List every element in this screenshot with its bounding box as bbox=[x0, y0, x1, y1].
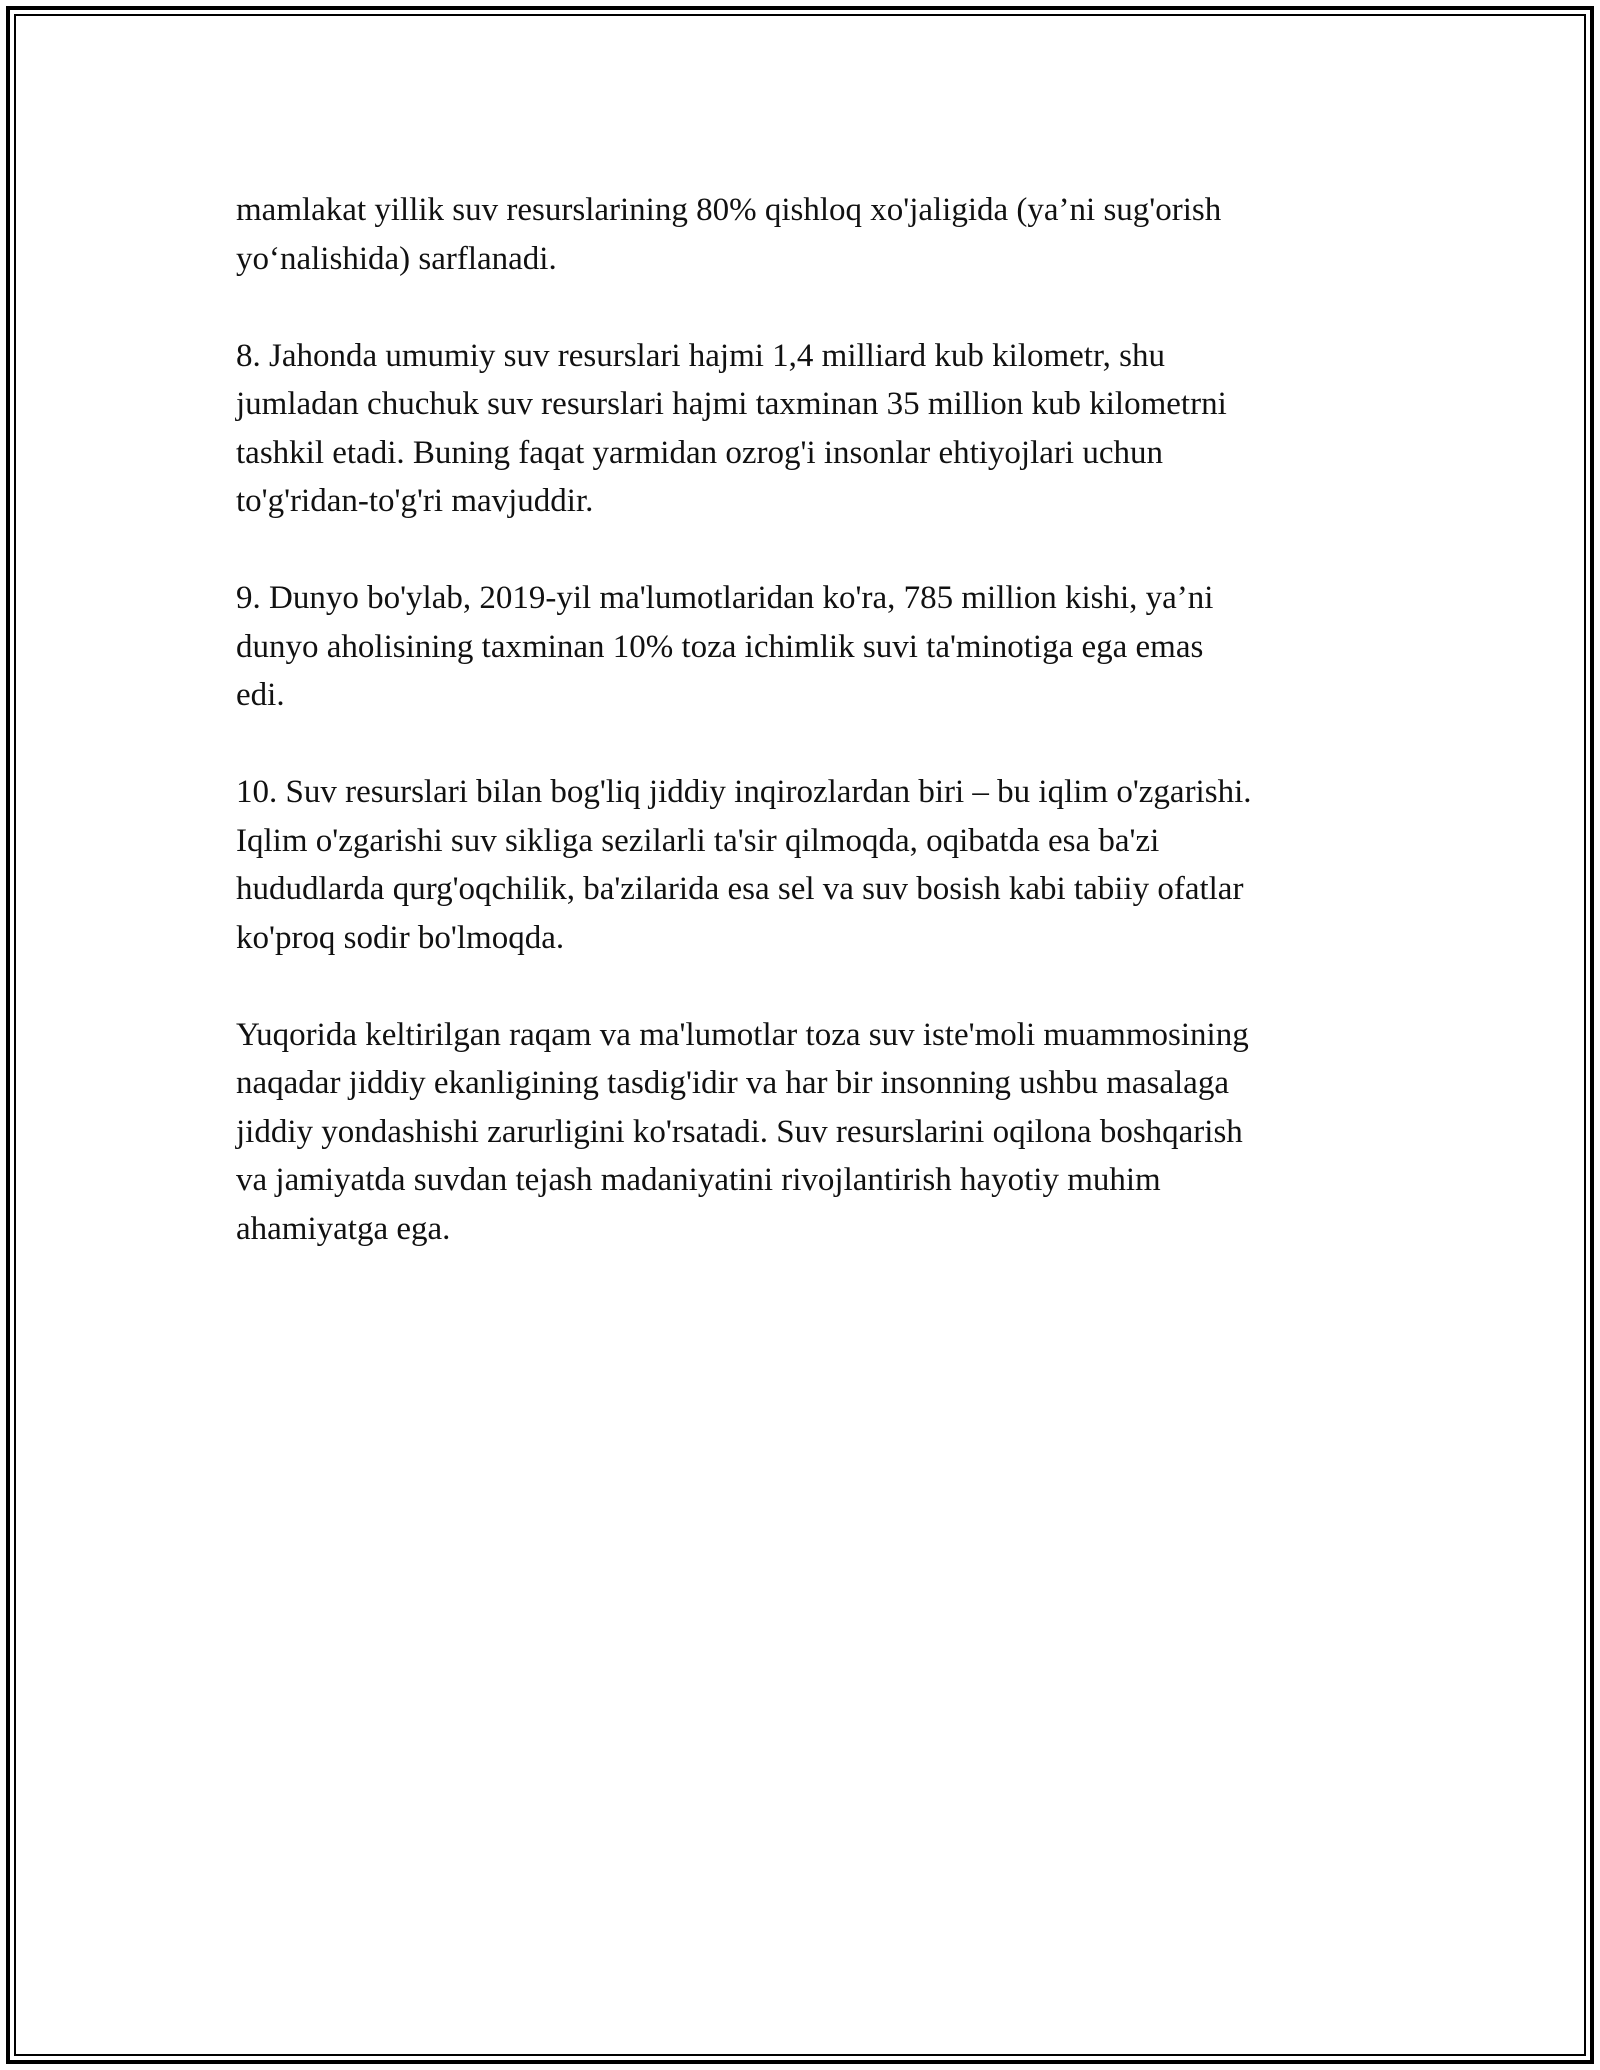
text-line: dunyo aholisining taxminan 10% toza ichimlik suvi ta'minotiga ega emas bbox=[236, 628, 1204, 665]
text-line: Yuqorida keltirilgan raqam va ma'lumotlar toza suv iste'moli muammosining bbox=[236, 1016, 1249, 1053]
text-line: jumladan chuchuk suv resurslari hajmi taxminan 35 million kub kilometrni bbox=[236, 386, 1227, 422]
text-line: edi. bbox=[236, 677, 285, 713]
paragraph-item-9 bbox=[236, 574, 1386, 720]
text-line: va jamiyatda suvdan tejash madaniyatini rivojlantirish hayotiy muhim bbox=[236, 1162, 1161, 1198]
text-line: mamlakat yillik suv resurslarining 80% qishloq xo'jaligida (ya’ni sug'orish bbox=[236, 192, 1222, 228]
text-line: to'g'ridan-to'g'ri mavjuddir. bbox=[236, 483, 594, 519]
text-line: 8. Jahonda umumiy suv resurslari hajmi 1,4 milliard kub kilometr, shu bbox=[236, 337, 1165, 374]
text-line: ahamiyatga ega. bbox=[236, 1210, 451, 1247]
text-line: ko'proq sodir bo'lmoqda. bbox=[236, 919, 565, 956]
text-line: Iqlim o'zgarishi suv sikliga sezilarli ta'sir qilmoqda, oqibatda esa ba'zi bbox=[236, 822, 1160, 859]
text-line: tashkil etadi. Buning faqat yarmidan ozrog'i insonlar ehtiyojlari uchun bbox=[236, 434, 1163, 471]
text-line: yo‘nalishida) sarflanadi. bbox=[236, 240, 557, 277]
paragraph-item-8 bbox=[236, 332, 1386, 526]
text-line: hududlarda qurg'oqchilik, ba'zilarida esa sel va suv bosish kabi tabiiy ofatlar bbox=[236, 871, 1244, 907]
document-body bbox=[236, 186, 1386, 1253]
text-line: naqadar jiddiy ekanligining tasdig'idir va har bir insonning ushbu masalaga bbox=[236, 1065, 1229, 1101]
paragraph-conclusion bbox=[236, 1011, 1386, 1254]
text-line: 9. Dunyo bo'ylab, 2019-yil ma'lumotlaridan ko'ra, 785 million kishi, ya’ni bbox=[236, 580, 1214, 616]
text-line: jiddiy yondashishi zarurligini ko'rsatadi. Suv resurslarini oqilona boshqarish bbox=[236, 1113, 1243, 1150]
paragraph-continuation bbox=[236, 186, 1386, 283]
paragraph-item-10 bbox=[236, 768, 1386, 962]
text-line: 10. Suv resurslari bilan bog'liq jiddiy inqirozlardan biri – bu iqlim o'zgarishi. bbox=[236, 774, 1252, 810]
